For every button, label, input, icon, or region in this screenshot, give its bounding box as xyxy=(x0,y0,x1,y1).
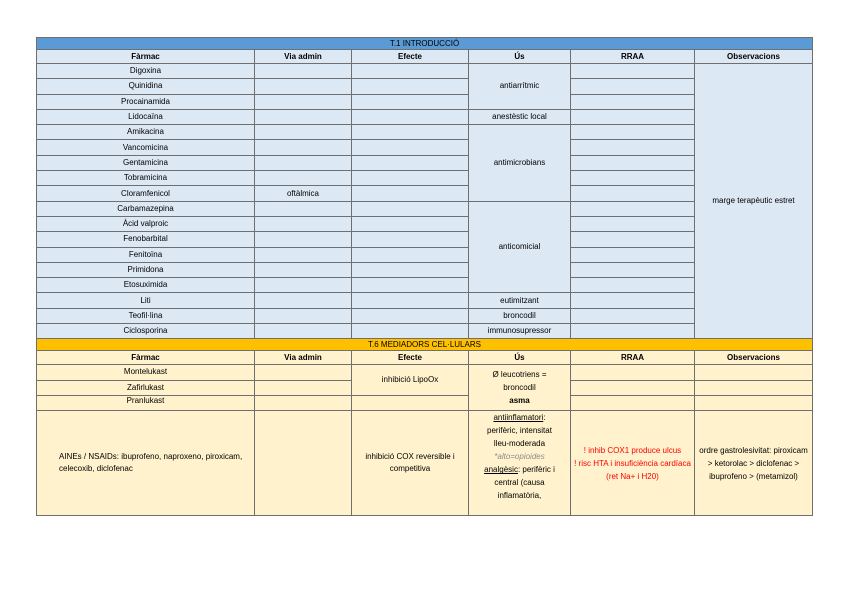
via-cell xyxy=(255,365,352,380)
effect-cell xyxy=(352,262,469,277)
via-cell xyxy=(255,411,352,516)
effect-cell xyxy=(352,308,469,323)
effect-cell xyxy=(352,247,469,262)
drug-cell: Lidocaïna xyxy=(37,109,255,124)
rraa-cell xyxy=(571,201,695,216)
obs-cell xyxy=(695,395,813,410)
effect-cell xyxy=(352,232,469,247)
effect-cell xyxy=(352,201,469,216)
use-cell: antimicrobians xyxy=(469,125,571,201)
use-leuco-line: broncodil xyxy=(503,383,536,393)
via-cell xyxy=(255,324,352,339)
rraa-cell xyxy=(571,64,695,79)
rraa-cell xyxy=(571,380,695,395)
drug-cell: Gentamicina xyxy=(37,155,255,170)
obs-cell xyxy=(695,380,813,395)
header-efecte: Efecte xyxy=(352,351,469,365)
drug-cell: Liti xyxy=(37,293,255,308)
drug-cell: Vancomicina xyxy=(37,140,255,155)
rraa-line: ! inhib COX1 produce ulcus xyxy=(583,445,682,455)
use-cell: antiarrítmic xyxy=(469,64,571,110)
use-line: *alto=opioides xyxy=(494,452,545,462)
effect-cell xyxy=(352,324,469,339)
via-cell xyxy=(255,94,352,109)
via-cell: oftàlmica xyxy=(255,186,352,201)
drug-cell: Pranlukast xyxy=(37,395,255,410)
header-us: Ús xyxy=(469,351,571,365)
effect-cell xyxy=(352,109,469,124)
effect-cell xyxy=(352,278,469,293)
drug-cell: Fenitoïna xyxy=(37,247,255,262)
via-cell xyxy=(255,262,352,277)
use-line: : perifèric i xyxy=(517,465,555,475)
drug-cell: Etosuximida xyxy=(37,278,255,293)
observacions-cell: marge terapèutic estret xyxy=(695,64,813,339)
via-cell xyxy=(255,109,352,124)
header-row xyxy=(37,50,813,64)
use-cell: immunosupressor xyxy=(469,324,571,339)
via-cell xyxy=(255,395,352,410)
via-cell xyxy=(255,79,352,94)
header-rraa: RRAA xyxy=(571,351,695,365)
header-via-admin: Via admin xyxy=(255,351,352,365)
via-cell xyxy=(255,125,352,140)
via-cell xyxy=(255,64,352,79)
drug-cell: Quinidina xyxy=(37,79,255,94)
use-line: lleu-moderada xyxy=(493,439,546,449)
effect-cell xyxy=(352,293,469,308)
rraa-cell xyxy=(571,155,695,170)
drug-cell: AINEs / NSAIDs: ibuprofeno, naproxeno, piroxicam, celecoxib, diclofenac xyxy=(37,411,255,516)
rraa-cell xyxy=(571,232,695,247)
use-line: central (causa xyxy=(494,478,545,488)
effect-cell xyxy=(352,125,469,140)
drug-cell: Procainamida xyxy=(37,94,255,109)
use-cell: eutimitzant xyxy=(469,293,571,308)
drug-cell: Digoxina xyxy=(37,64,255,79)
rraa-cell xyxy=(571,109,695,124)
rraa-cell xyxy=(571,94,695,109)
drug-cell: Primidona xyxy=(37,262,255,277)
use-cell xyxy=(469,411,571,516)
rraa-cell xyxy=(571,171,695,186)
use-line: perifèric, intensitat xyxy=(487,426,552,436)
rraa-cell xyxy=(571,365,695,380)
drug-cell: Tobramicina xyxy=(37,171,255,186)
effect-cell xyxy=(352,155,469,170)
use-line: : xyxy=(543,413,546,423)
obs-cell: ordre gastrolesivitat: piroxicam > ketorolac > diclofenac > ibuprofeno > (metamizol) xyxy=(695,411,813,516)
use-line: analgèsic xyxy=(484,465,518,475)
drug-cell: Fenobarbital xyxy=(37,232,255,247)
rraa-cell xyxy=(571,395,695,410)
header-observacions: Observacions xyxy=(695,351,813,365)
via-cell xyxy=(255,308,352,323)
drug-cell: Teofil·lina xyxy=(37,308,255,323)
via-cell xyxy=(255,380,352,395)
drug-cell: Ciclosporina xyxy=(37,324,255,339)
drug-cell: Carbamazepina xyxy=(37,201,255,216)
via-cell xyxy=(255,247,352,262)
table-row xyxy=(37,64,813,79)
section-title-row xyxy=(37,38,813,50)
use-leuco-line: asma xyxy=(509,396,530,406)
use-line: antiinflamatori xyxy=(493,413,544,423)
header-farmac: Fàrmac xyxy=(37,351,255,365)
effect-cell xyxy=(352,64,469,79)
use-cell: broncodil xyxy=(469,308,571,323)
drug-cell: Montelukast xyxy=(37,365,255,380)
rraa-cell xyxy=(571,247,695,262)
rraa-cell xyxy=(571,308,695,323)
header-via-admin: Via admin xyxy=(255,50,352,64)
header-observacions: Observacions xyxy=(695,50,813,64)
effect-cell xyxy=(352,94,469,109)
header-efecte: Efecte xyxy=(352,50,469,64)
section-title-row xyxy=(37,339,813,351)
use-cell: anestèstic local xyxy=(469,109,571,124)
rraa-cell xyxy=(571,125,695,140)
pharmacology-table xyxy=(36,37,813,516)
header-rraa: RRAA xyxy=(571,50,695,64)
header-us: Ús xyxy=(469,50,571,64)
rraa-line: ! risc HTA i insuficiència cardíaca (ret Na+ i H20) xyxy=(574,458,691,481)
via-cell xyxy=(255,232,352,247)
rraa-cell xyxy=(571,186,695,201)
header-farmac: Fàrmac xyxy=(37,50,255,64)
use-cell: anticomicial xyxy=(469,201,571,293)
use-cell xyxy=(469,365,571,411)
rraa-cell xyxy=(571,216,695,231)
via-cell xyxy=(255,171,352,186)
effect-cell: inhibició COX reversible i competitiva xyxy=(352,411,469,516)
drug-cell: Cloramfenicol xyxy=(37,186,255,201)
rraa-cell xyxy=(571,293,695,308)
effect-cell xyxy=(352,79,469,94)
use-line: inflamatòria, xyxy=(497,491,542,501)
header-row xyxy=(37,351,813,365)
section-title: T.6 MEDIADORS CEL·LULARS xyxy=(37,339,813,351)
section-title: T.1 INTRODUCCIÓ xyxy=(37,38,813,50)
rraa-cell xyxy=(571,324,695,339)
via-cell xyxy=(255,293,352,308)
effect-cell xyxy=(352,171,469,186)
table-row xyxy=(37,411,813,516)
via-cell xyxy=(255,140,352,155)
table-row xyxy=(37,365,813,380)
effect-cell xyxy=(352,140,469,155)
use-leuco-line: Ø leucotriens = xyxy=(492,370,547,380)
effect-cell: inhibició LipoOx xyxy=(352,365,469,396)
drug-cell: Amikacina xyxy=(37,125,255,140)
drug-cell: Zafirlukast xyxy=(37,380,255,395)
rraa-cell xyxy=(571,79,695,94)
obs-cell xyxy=(695,365,813,380)
rraa-cell xyxy=(571,262,695,277)
via-cell xyxy=(255,201,352,216)
via-cell xyxy=(255,155,352,170)
rraa-cell xyxy=(571,140,695,155)
via-cell xyxy=(255,216,352,231)
drug-cell: Àcid valproic xyxy=(37,216,255,231)
effect-cell xyxy=(352,186,469,201)
rraa-cell xyxy=(571,411,695,516)
rraa-cell xyxy=(571,278,695,293)
via-cell xyxy=(255,278,352,293)
effect-cell xyxy=(352,216,469,231)
effect-cell xyxy=(352,395,469,410)
